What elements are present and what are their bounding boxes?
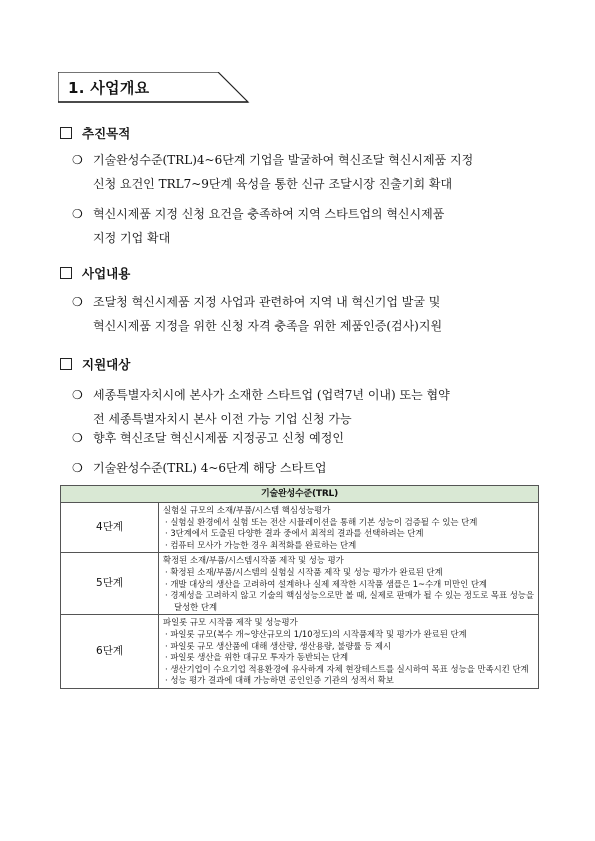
checkbox-square-icon [60, 127, 72, 139]
heading-label: 사업내용 [82, 266, 131, 281]
heading-purpose [60, 124, 130, 142]
description-cell [159, 553, 539, 615]
row-title: 실험실 규모의 소재/부품/시스템 핵심성능평가 [163, 505, 331, 515]
stage-cell: 6단계 [61, 615, 159, 689]
row-item: · 파일롯 규모(복수 개~양산규모의 1/10정도)의 시작품제작 및 평가가 완료된 단계 [165, 628, 467, 639]
row-item: · 성능 평가 결과에 대해 가능하면 공인인증 기관의 성적서 확보 [165, 675, 394, 686]
checkbox-square-icon [60, 267, 72, 279]
stage-cell: 5단계 [61, 553, 159, 615]
row-item: · 컴퓨터 모사가 가능한 경우 최적화를 완료하는 단계 [165, 539, 357, 550]
row-item: · 확정된 소재/부품/시스템의 실험실 시작품 제작 및 성능 평가가 완료된 단계 [165, 566, 443, 577]
row-title: 확정된 소재/부품/시스템시작품 제작 및 성능 평가 [163, 555, 344, 566]
bullet-line: 기술완성수준(TRL) 4~6단계 해당 스타트업 [93, 461, 327, 475]
row-item: · 파일롯 생산을 위한 대규모 투자가 동반되는 단계 [165, 652, 349, 663]
table-row [61, 615, 539, 689]
bullet-line: 향후 혁신조달 혁신시제품 지정공고 신청 예정인 [93, 431, 344, 445]
bullet-line: 혁신시제품 지정 신청 요건을 충족하여 지역 스타트업의 혁신시제품 [93, 207, 445, 221]
circle-bullet-icon: ❍ [72, 388, 83, 402]
heading-label: 지원대상 [82, 357, 131, 372]
bullet-item [72, 426, 542, 450]
section-title: 1. 사업개요 [68, 79, 150, 97]
checkbox-square-icon [60, 358, 72, 370]
trl-table [60, 485, 539, 689]
row-title: 파일롯 규모 시작품 제작 및 성능평가 [163, 617, 298, 628]
row-item: · 개발 대상의 생산을 고려하여 설계하나 실제 제작한 시작품 샘플은 1~수개 미만인 단계 [165, 578, 488, 589]
bullet-line: 지정 기업 확대 [93, 231, 171, 245]
section-title-tab [58, 72, 248, 102]
table-header: 기술완성수준(TRL) [61, 486, 539, 503]
bullet-item [72, 202, 542, 250]
description-cell [159, 615, 539, 689]
table-row [61, 553, 539, 615]
bullet-line: 세종특별자치시에 본사가 소재한 스타트업 (업력7년 이내) 또는 협약 [93, 388, 450, 402]
heading-business [60, 264, 130, 282]
bullet-line: 혁신시제품 지정을 위한 신청 자격 충족을 위한 제품인증(검사)지원 [93, 319, 443, 333]
bullet-line: 조달청 혁신시제품 지정 사업과 관련하여 지역 내 혁신기업 발굴 및 [93, 295, 441, 309]
circle-bullet-icon: ❍ [72, 207, 83, 221]
stage-cell: 4단계 [61, 503, 159, 553]
row-item: · 3단계에서 도출된 다양한 결과 중에서 최적의 결과를 선택하려는 단계 [165, 528, 424, 539]
heading-target [60, 355, 130, 373]
bullet-item [72, 383, 542, 431]
bullet-item [72, 148, 542, 196]
bullet-item [72, 290, 542, 338]
bullet-line: 기술완성수준(TRL)4~6단계 기업을 발굴하여 혁신조달 혁신시제품 지정 [93, 153, 474, 167]
table-header-row [61, 486, 539, 503]
circle-bullet-icon: ❍ [72, 461, 83, 475]
circle-bullet-icon: ❍ [72, 153, 83, 167]
row-item: · 실험실 환경에서 실험 또는 전산 시뮬레이션을 통해 기본 성능이 검증될 수 있는 단계 [165, 516, 478, 527]
bullet-line: 신청 요건인 TRL7~9단계 육성을 통한 신규 조달시장 진출기회 확대 [93, 177, 453, 191]
bullet-line: 전 세종특별자치시 본사 이전 가능 기업 신청 가능 [93, 412, 352, 426]
row-item: · 파일롯 규모 생산품에 대해 생산량, 생산용량, 불량률 등 제시 [165, 640, 392, 651]
row-item: · 경제성을 고려하지 않고 기술의 핵심성능으로만 볼 때, 실제로 판매가 될 수 있는 정도로 목표 성능을 달성한 단계 [165, 590, 534, 612]
bullet-item [72, 456, 542, 480]
heading-label: 추진목적 [82, 126, 131, 141]
row-item: · 생산기업이 수요기업 적용환경에 유사하게 자체 현장테스트를 실시하여 목표 성능을 만족시킨 단계 [165, 663, 529, 674]
circle-bullet-icon: ❍ [72, 431, 83, 445]
table-row [61, 503, 539, 553]
description-cell [159, 503, 539, 553]
circle-bullet-icon: ❍ [72, 295, 83, 309]
